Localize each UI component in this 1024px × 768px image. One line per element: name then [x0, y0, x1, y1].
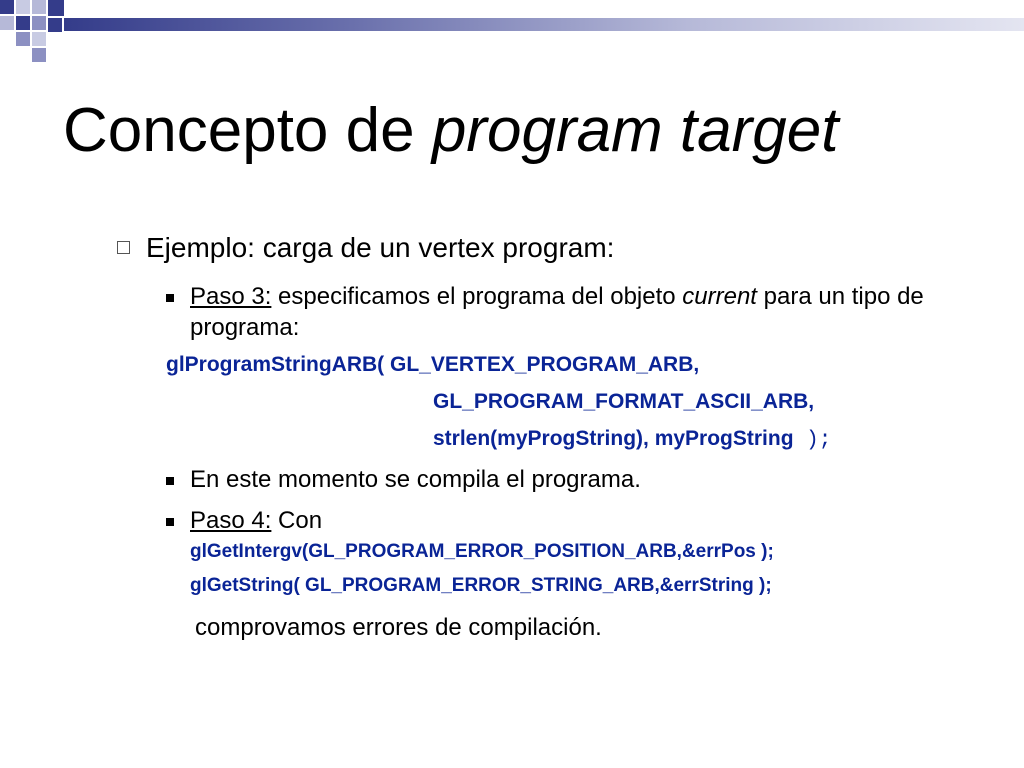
code-line: glGetIntergv(GL_PROGRAM_ERROR_POSITION_ARB,&errPos );: [190, 541, 774, 562]
compile-note-text: En este momento se compila el programa.: [190, 466, 641, 493]
code-line: GL_PROGRAM_FORMAT_ASCII_ARB,: [433, 390, 815, 413]
hollow-square-bullet-icon: [117, 241, 130, 254]
title-regular: Concepto de: [63, 96, 432, 165]
decor-square: [32, 16, 46, 30]
code-line-main: strlen(myProgString), myProgString: [433, 427, 794, 450]
step3-italic: current: [682, 283, 757, 310]
step3-text: [190, 281, 946, 343]
step4-label: Paso 4:: [190, 507, 272, 534]
decor-square: [16, 32, 30, 46]
decor-square: [48, 0, 64, 16]
step4-text-rest: Con: [271, 507, 323, 534]
square-bullet-icon: [166, 294, 174, 302]
decor-square: [32, 0, 46, 14]
step4-text: [190, 505, 946, 536]
square-bullet-icon: [166, 477, 174, 485]
square-bullet-icon: [166, 518, 174, 526]
decor-square: [0, 0, 14, 14]
step3-text-before: especificamos el programa del objeto: [271, 283, 683, 310]
code-line-suffix: );: [793, 429, 832, 452]
step3-label: Paso 3:: [190, 283, 272, 310]
decor-square: [16, 16, 30, 30]
closing-text: comprovamos errores de compilación.: [195, 614, 602, 641]
code-line: glProgramStringARB( GL_VERTEX_PROGRAM_ARB,: [166, 353, 700, 376]
bullet-level1-text: Ejemplo: carga de un vertex program:: [146, 232, 615, 263]
header-gradient-bar: [64, 18, 1024, 31]
slide-title: [63, 92, 838, 170]
header-decoration: [0, 0, 1024, 70]
decor-square: [32, 48, 46, 62]
decor-square: [48, 18, 62, 32]
title-italic: program target: [431, 96, 839, 165]
code-line: glGetString( GL_PROGRAM_ERROR_STRING_ARB,&errString );: [190, 575, 772, 596]
decor-square: [16, 0, 30, 14]
decor-square: [0, 16, 14, 30]
step3-text-after: para un tipo de programa:: [190, 283, 924, 341]
code-line: [433, 424, 831, 456]
decor-square: [32, 32, 46, 46]
